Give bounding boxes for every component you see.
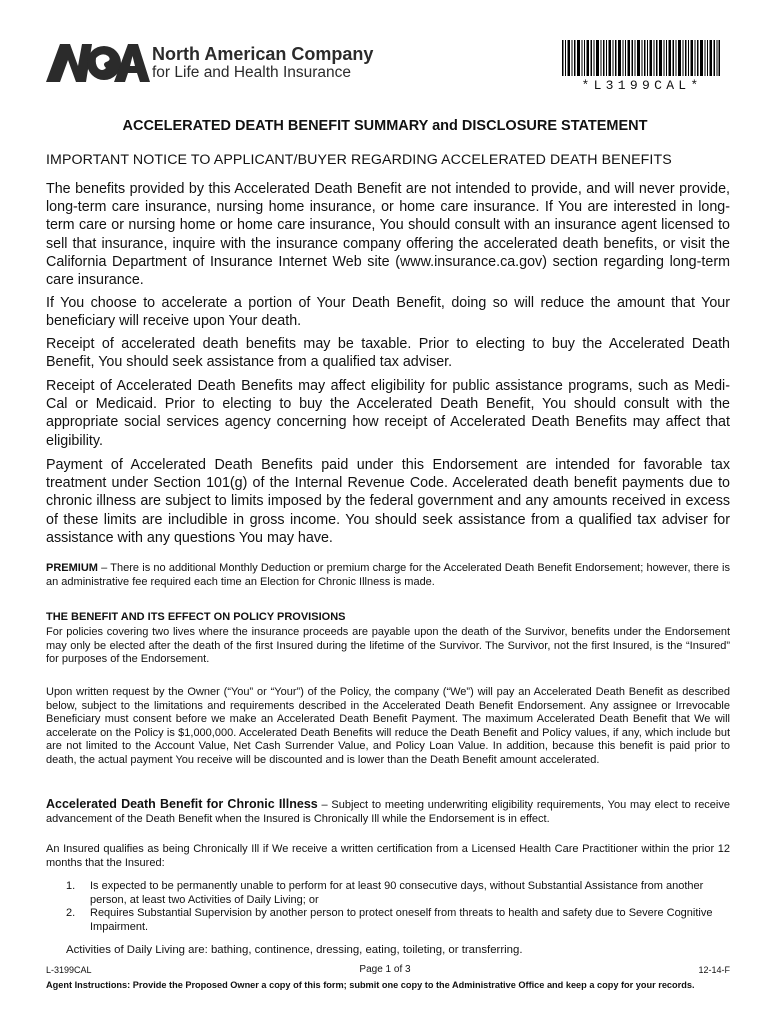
premium-label: PREMIUM (46, 562, 98, 574)
benefit-paragraph: Upon written request by the Owner (“You” or “Your”) of the Policy, the company (“We”) will pay an Accelerated Death Benefit as described below, subject to the limitations and requirements described in the Accelerated Death Benefit Endorsement. Any assignee or Irrevocable Beneficiary must consent before we make an Accelerated Death Benefit Payment. The maximum Accelerated Death Benefit that We will accelerate on the Policy is $1,000,000. Accelerated Death Benefits will reduce the Death Benefit and Policy values, if any, which include but are not limited to the Account Value, Net Cash Surrender Value, and Policy Loan Value. In addition, because this benefit is paid prior to death, the actual payment You receive will be discounted and is lower than the Death Benefit amount accelerated. (46, 686, 730, 766)
list-item-number: 2. (66, 907, 76, 920)
page-number: Page 1 of 3 (359, 964, 411, 975)
barcode-text: *L3199CAL* (581, 78, 703, 93)
list-item (62, 880, 730, 907)
notice-paragraph: Receipt of Accelerated Death Benefits may affect eligibility for public assistance programs, such as Medi-Cal or Medicaid. Prior to electing to buy the Accelerated Death Benefit, You should consult with the appropriate social services agency concerning how receipt of Accelerated Death Benefits may affect that eligibility. (46, 378, 730, 449)
list-item-number: 1. (66, 880, 76, 892)
premium-paragraph (46, 562, 730, 589)
company-block (152, 44, 373, 82)
notice-paragraph: If You choose to accelerate a portion of Your Death Benefit, doing so will reduce the amount that Your beneficiary will receive upon Your death. (46, 295, 730, 330)
list-item-text: Requires Substantial Supervision by another person to protect oneself from threats to health and safety due to Severe Cognitive Impairment. (90, 907, 713, 933)
date-code: 12-14-F (698, 965, 730, 975)
form-number: L-3199CAL (46, 965, 92, 975)
nacolah-logo-icon (46, 44, 150, 82)
chronic-illness-paragraph (46, 797, 730, 826)
notice-paragraph: Payment of Accelerated Death Benefits paid under this Endorsement are intended for favorable tax treatment under Section 101(g) of the Internal Revenue Code. Accelerated death benefit payments due to chronic illness are subject to limits imposed by the federal government and any amounts received in excess of these limits are includible in gross income. You should seek assistance from a qualified tax adviser for assistance with any questions You may have. (46, 457, 730, 546)
qualification-list (62, 880, 730, 934)
list-item (62, 907, 730, 934)
company-subtitle: for Life and Health Insurance (152, 64, 352, 81)
notice-heading: IMPORTANT NOTICE TO APPLICANT/BUYER REGARDING ACCELERATED DEATH BENEFITS (46, 152, 672, 168)
company-name: North American Company (152, 44, 374, 64)
chronic-illness-text: – Subject to meeting underwriting eligibility requirements, You may elect to receive advancement of the Death Benefit when the Insured is Chronically Ill while the Endorsement is in effect. (46, 799, 730, 825)
premium-text: – There is no additional Monthly Deduction or premium charge for the Accelerated Death Benefit Endorsement; however, there is an administrative fee required each time an Election for Chronic Illness is made. (46, 562, 730, 588)
activities-of-daily-living: Activities of Daily Living are: bathing, continence, dressing, eating, toileting, or transferring. (66, 944, 523, 956)
benefit-section-heading: THE BENEFIT AND ITS EFFECT ON POLICY PROVISIONS (46, 611, 346, 623)
list-item-text: Is expected to be permanently unable to perform for at least 90 consecutive days, without Substantial Assistance from another person, at least two Activities of Daily Living; or (90, 880, 704, 906)
barcode-graphic (562, 40, 720, 76)
notice-paragraph: The benefits provided by this Accelerated Death Benefit are not intended to provide, and will never provide, long-term care insurance, nursing home insurance, or home care insurance. If You are interested in long-term care or nursing home or home care insurance, You should consult with an insurance agent licensed to sell that insurance, inquire with the insurance company offering the accelerated death benefits, or visit the California Department of Insurance Internet Web site (www.insurance.ca.gov) section regarding long-term care insurance. (46, 181, 730, 289)
qualification-paragraph: An Insured qualifies as being Chronically Ill if We receive a written certification from a Licensed Health Care Practitioner within the prior 12 months that the Insured: (46, 843, 730, 869)
chronic-illness-heading: Accelerated Death Benefit for Chronic Illness (46, 797, 318, 811)
document-title: ACCELERATED DEATH BENEFIT SUMMARY and DISCLOSURE STATEMENT (122, 118, 648, 134)
agent-instructions: Agent Instructions: Provide the Proposed Owner a copy of this form; submit one copy to the Administrative Office and keep a copy for your records. (46, 980, 695, 990)
benefit-paragraph: For policies covering two lives where the insurance proceeds are payable upon the death of the Survivor, benefits under the Endorsement may only be elected after the death of the first Insured during the lifetime of the Survivor. The Survivor, not the first Insured, is the “Insured” for purposes of the Endorsement. (46, 626, 730, 666)
notice-paragraph: Receipt of accelerated death benefits may be taxable. Prior to electing to buy the Accelerated Death Benefit, You should seek assistance from a qualified tax adviser. (46, 336, 730, 371)
